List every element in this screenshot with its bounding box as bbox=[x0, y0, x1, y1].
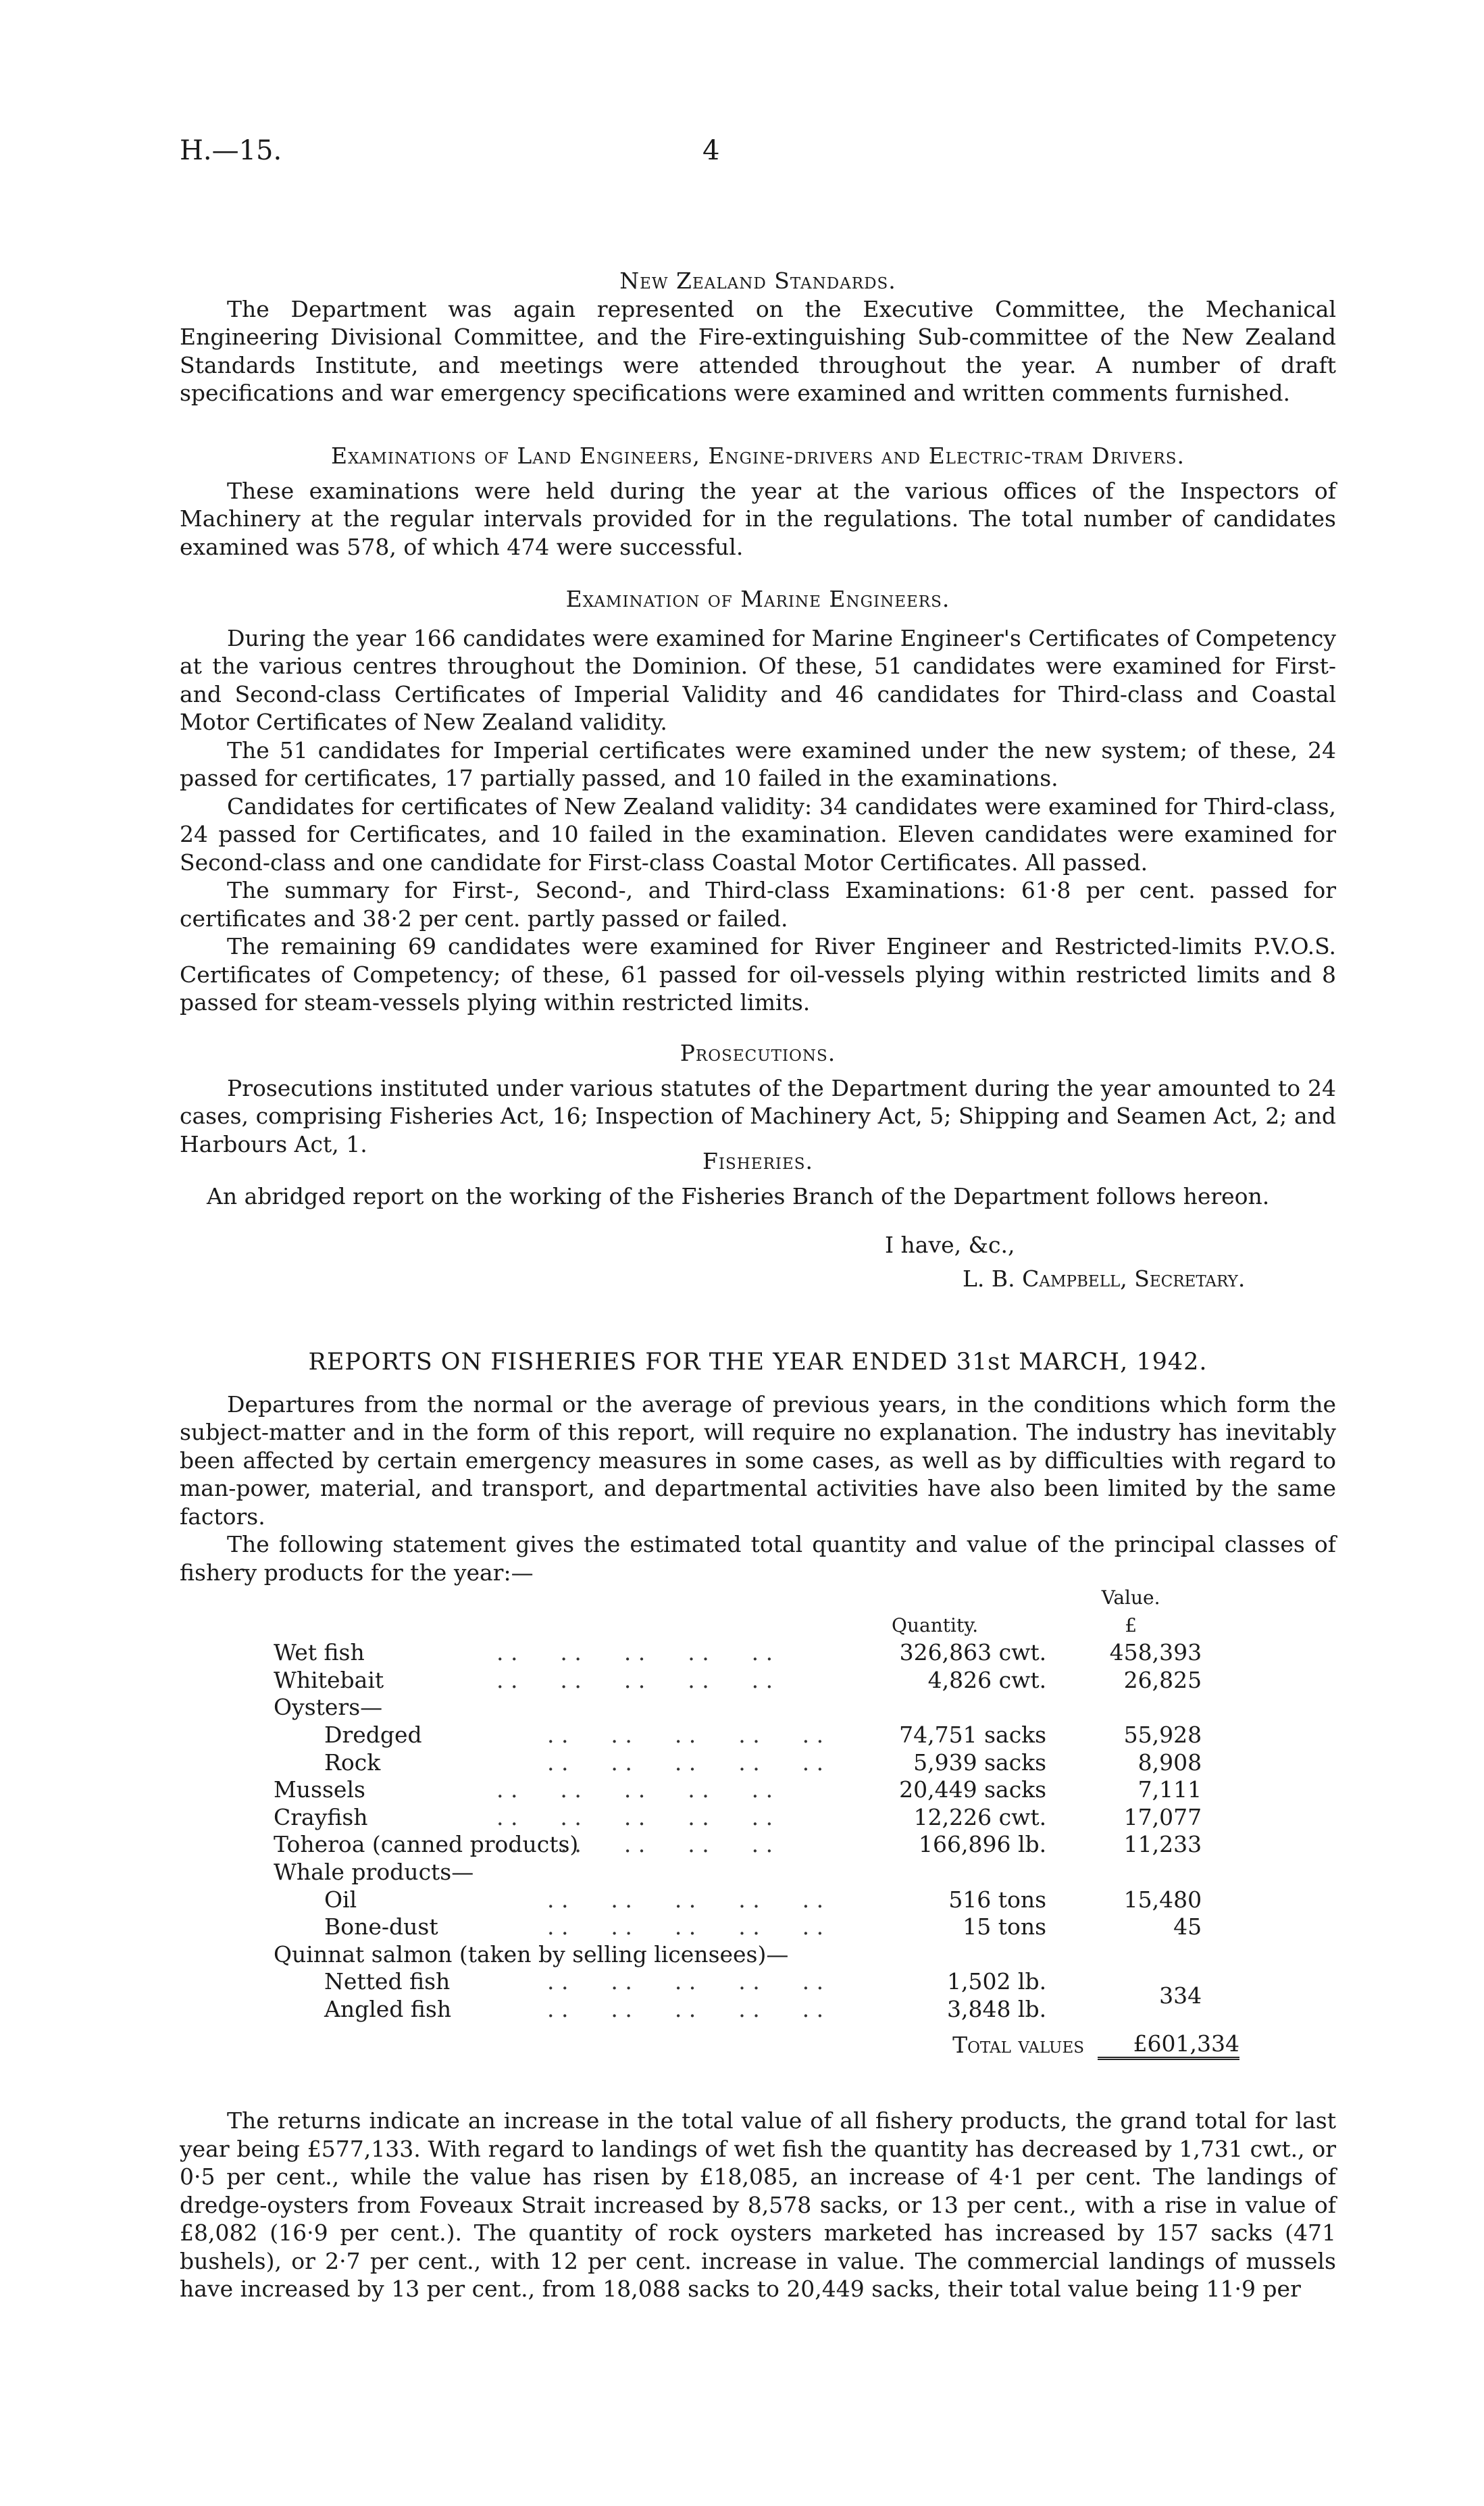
table-row bbox=[274, 1941, 1202, 1969]
quantity-cell: 15 tons bbox=[963, 1913, 1047, 1940]
quantity-cell bbox=[823, 1859, 1060, 1886]
value-cell: 26,825 bbox=[1123, 1666, 1202, 1693]
dot-leader: . . . . . . . . . . bbox=[496, 1666, 773, 1693]
quantity-header: Quantity. bbox=[892, 1613, 979, 1636]
quantity-cell: 5,939 sacks bbox=[913, 1749, 1047, 1776]
paragraph: The following statement gives the estimated total quantity and value of the principal classes of fishery products for the year:— bbox=[180, 1531, 1336, 1586]
paragraph: During the year 166 candidates were examined for Marine Engineer's Certificates of Competency at the various centres throughout the Dominion. Of these, 51 candidates were examined for First- and Second-class Certificates of Imperial Validity and 46 candidates for Third-class and Coastal Motor Certificates of New Zealand validity. bbox=[180, 624, 1336, 735]
dot-leader: . . . . . . . . . . bbox=[547, 1995, 824, 2022]
table-row bbox=[274, 1639, 1202, 1667]
value-cell: 55,928 bbox=[1123, 1721, 1202, 1748]
value-cell: 11,233 bbox=[1123, 1831, 1202, 1858]
total-value: £601,334 bbox=[1098, 2030, 1239, 2060]
quantity-cell: 12,226 cwt. bbox=[913, 1803, 1047, 1830]
paragraph: The Department was again represented on the Executive Committee, the Mechanical Engineering Divisional Committee, and the Fire-extinguishing Sub-committee of the New Zealand Standards Institute, and meetings were attended throughout the year. A number of draft specifications and war emergency specifications were examined and written comments furnished. bbox=[180, 295, 1336, 406]
dot-leader: . . . . . . . . . . bbox=[496, 1776, 773, 1803]
quantity-cell: 74,751 sacks bbox=[899, 1721, 1047, 1748]
quantity-cell bbox=[823, 1941, 1060, 1969]
page-number: 4 bbox=[702, 135, 720, 166]
total-label: Total values bbox=[952, 2032, 1084, 2058]
section-heading: Prosecutions. bbox=[680, 1040, 836, 1066]
document-reference: H.—15. bbox=[180, 135, 282, 166]
value-cell: 45 bbox=[1173, 1913, 1202, 1940]
value-cell: 7,111 bbox=[1137, 1776, 1202, 1803]
table-row bbox=[274, 1804, 1202, 1832]
quantity-cell: 20,449 sacks bbox=[899, 1776, 1047, 1803]
quantity-cell: 3,848 lb. bbox=[946, 1995, 1047, 2022]
product-label: Crayfish bbox=[274, 1803, 368, 1830]
fisheries-report bbox=[180, 1349, 1336, 1586]
value-cell: 8,908 bbox=[1137, 1749, 1202, 1776]
table-row bbox=[274, 1776, 1202, 1804]
quantity-cell: 516 tons bbox=[948, 1886, 1047, 1913]
product-label: Bone-dust bbox=[324, 1913, 438, 1940]
closing: I have, &c., bbox=[885, 1232, 1015, 1258]
section-nz-standards bbox=[180, 267, 1336, 407]
section-heading: New Zealand Standards. bbox=[619, 268, 896, 294]
quantity-cell: 326,863 cwt. bbox=[899, 1639, 1047, 1666]
section-heading: Examinations of Land Engineers, Engine-drivers and Electric-tram Drivers. bbox=[331, 443, 1185, 469]
value-cell bbox=[1060, 1694, 1202, 1722]
salmon-value-cell: 334 bbox=[1159, 1982, 1202, 2009]
value-cell: 17,077 bbox=[1123, 1803, 1202, 1830]
value-cell bbox=[1060, 1941, 1202, 1969]
dot-leader: . . . . . . . . . . bbox=[547, 1968, 824, 1995]
table-row bbox=[274, 1831, 1202, 1859]
table-row bbox=[274, 1859, 1202, 1886]
product-label: Whale products— bbox=[274, 1858, 474, 1885]
paragraph: Prosecutions instituted under various statutes of the Department during the year amounted to 24 cases, comprising Fisheries Act, 16; Inspection of Machinery Act, 5; Shipping and Seamen Act, 2; and Harbours Act, 1. bbox=[180, 1074, 1336, 1157]
value-header: Value. bbox=[1101, 1586, 1160, 1609]
table-row bbox=[274, 1667, 1202, 1695]
value-unit: £ bbox=[1125, 1613, 1137, 1636]
product-label: Oil bbox=[324, 1886, 357, 1913]
paragraph: Candidates for certificates of New Zealand validity: 34 candidates were examined for Third-class, 24 passed for Certificates, and 10 failed in the examination. Eleven candidates were examined for Second-class and one candidate for First-class Coastal Motor Certificates. All passed. bbox=[180, 793, 1336, 876]
quantity-cell bbox=[823, 1694, 1060, 1722]
section-heading: Fisheries. bbox=[702, 1148, 814, 1174]
product-label: Wet fish bbox=[274, 1639, 365, 1666]
signoff bbox=[885, 1228, 1245, 1296]
table-row bbox=[274, 1886, 1202, 1914]
section-land-engineers bbox=[180, 442, 1336, 561]
table-row bbox=[274, 1913, 1202, 1941]
paragraph: These examinations were held during the year at the various offices of the Inspectors of Machinery at the regular intervals provided for in the regulations. The total number of candidates examined was 578, of which 474 were successful. bbox=[180, 477, 1336, 560]
paragraph: The returns indicate an increase in the total value of all fishery products, the grand total for last year being £577,133. With regard to landings of wet fish the quantity has decreased by 1,731 cwt., or 0·5 per cent., while the value has risen by £18,085, an increase of 4·1 per cent. The landings of dredge-oysters from Foveaux Strait increased by 8,578 sacks, or 13 per cent., with a rise in value of £8,082 (16·9 per cent.). The quantity of rock oysters marketed has increased by 157 sacks (471 bushels), or 2·7 per cent., with 12 per cent. increase in value. The commercial landings of mussels have increased by 13 per cent., from 18,088 sacks to 20,449 sacks, their total value being 11·9 per bbox=[180, 2107, 1336, 2302]
paragraph: The remaining 69 candidates were examined for River Engineer and Restricted-limits P.V.O.S. Certificates of Competency; of these, 61 passed for oil-vessels plying within restricted limits and 8 passed for steam-vessels plying within restricted limits. bbox=[180, 933, 1336, 1016]
quantity-cell: 166,896 lb. bbox=[918, 1831, 1047, 1858]
table-row bbox=[274, 1694, 1202, 1722]
closing-section bbox=[180, 2107, 1336, 2303]
product-label: Quinnat salmon (taken by selling licensees)— bbox=[274, 1940, 789, 1968]
fishery-products-table bbox=[274, 1584, 1239, 2060]
dot-leader: . . . . . . . . . . bbox=[547, 1913, 824, 1940]
section-prosecutions bbox=[180, 1039, 1336, 1158]
product-label: Angled fish bbox=[324, 1995, 452, 2022]
paragraph: The summary for First-, Second-, and Third-class Examinations: 61·8 per cent. passed for certificates and 38·2 per cent. partly passed or failed. bbox=[180, 877, 1336, 932]
value-cell: 458,393 bbox=[1109, 1639, 1202, 1666]
product-label: Mussels bbox=[274, 1776, 365, 1803]
paragraph: Departures from the normal or the average of previous years, in the conditions which form the subject-matter and in the form of this report, will require no explanation. The industry has inevitably been affected by certain emergency measures in some cases, as well as by difficulties with regard to man-power, material, and transport, and departmental activities have also been limited by the same factors. bbox=[180, 1390, 1336, 1530]
dot-leader: . . . . . . . . . . bbox=[547, 1886, 824, 1913]
dot-leader: . . . . . . . . . . bbox=[496, 1639, 773, 1666]
dot-leader: . . . . . . . . . . bbox=[547, 1749, 824, 1776]
product-label: Toheroa (canned products) bbox=[274, 1831, 579, 1858]
report-title: REPORTS ON FISHERIES FOR THE YEAR ENDED 31st MARCH, 1942. bbox=[308, 1349, 1208, 1376]
product-label: Rock bbox=[324, 1749, 381, 1776]
product-label: Oysters— bbox=[274, 1694, 383, 1721]
quantity-cell: 4,826 cwt. bbox=[927, 1666, 1047, 1693]
table-row bbox=[274, 1722, 1202, 1749]
table-row bbox=[274, 1749, 1202, 1777]
value-cell: 15,480 bbox=[1123, 1886, 1202, 1913]
dot-leader: . . . . . . . . . . bbox=[496, 1803, 773, 1830]
section-fisheries bbox=[180, 1147, 1336, 1210]
dot-leader: . . . . . . . . . . bbox=[496, 1831, 773, 1858]
dot-leader: . . . . . . . . . . bbox=[547, 1721, 824, 1748]
section-marine-engineers bbox=[180, 585, 1336, 1017]
signature: L. B. Campbell, Secretary. bbox=[963, 1265, 1246, 1292]
paragraph: An abridged report on the working of the Fisheries Branch of the Department follows hereon. bbox=[207, 1182, 1270, 1209]
table-row bbox=[274, 1968, 1202, 1996]
quantity-cell: 1,502 lb. bbox=[946, 1968, 1047, 1995]
section-heading: Examination of Marine Engineers. bbox=[565, 586, 950, 612]
value-cell bbox=[1060, 1859, 1202, 1886]
paragraph: The 51 candidates for Imperial certificates were examined under the new system; of these, 24 passed for certificates, 17 partially passed, and 10 failed in the examinations. bbox=[180, 736, 1336, 791]
product-label: Netted fish bbox=[324, 1968, 451, 1995]
product-label: Dredged bbox=[324, 1721, 422, 1748]
product-label: Whitebait bbox=[274, 1666, 384, 1693]
